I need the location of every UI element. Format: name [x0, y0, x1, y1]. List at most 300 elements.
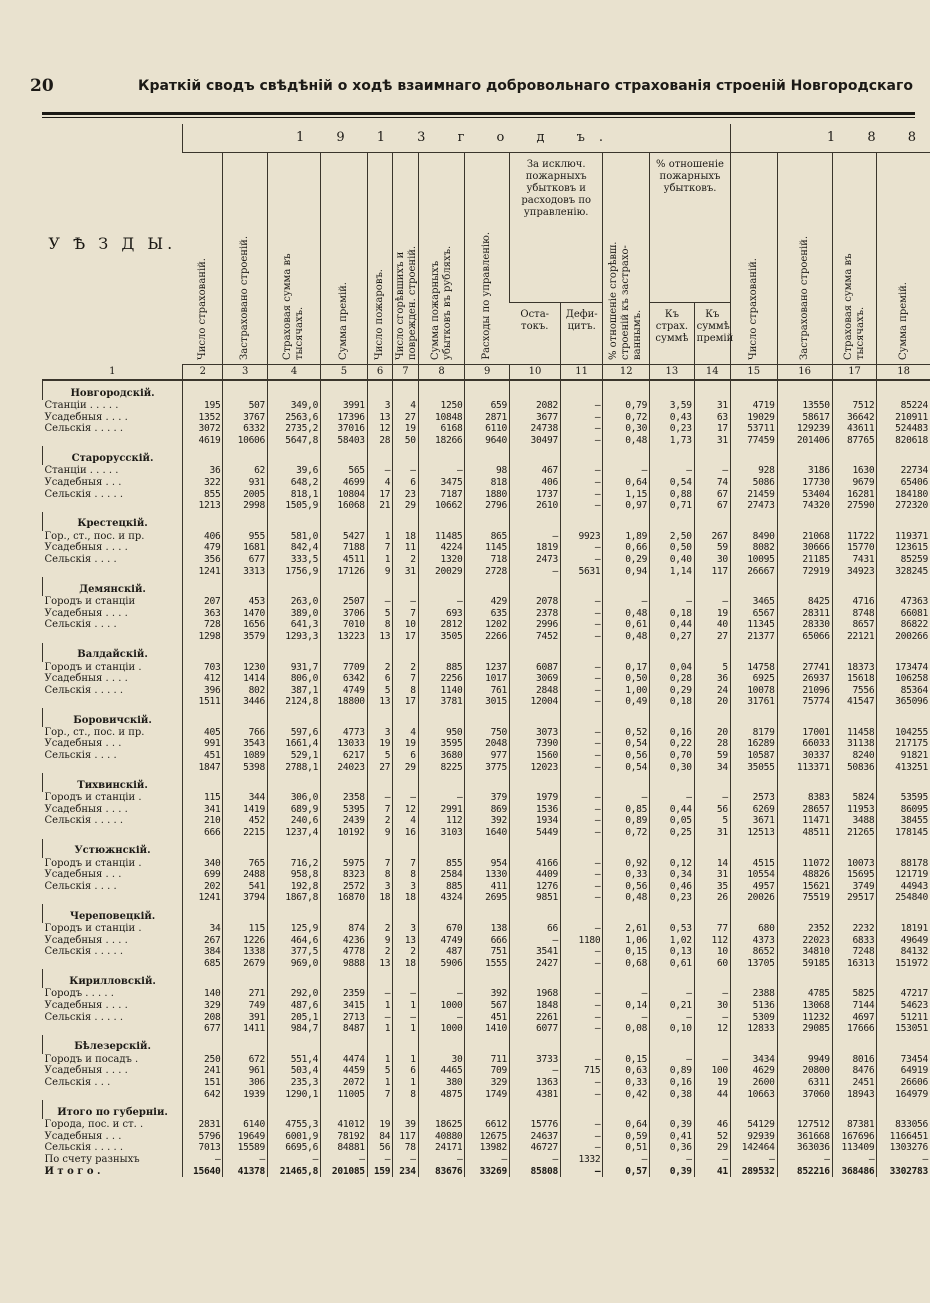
cell-col-11: —: [560, 815, 602, 827]
cell-col-13: 0,21: [650, 1000, 695, 1012]
empty-cell: [418, 512, 465, 531]
cell-col-6: 2: [367, 946, 392, 958]
section-name: Итого по губерніи.: [43, 1100, 183, 1119]
cell-col-18: 123615: [877, 542, 930, 554]
cell-col-7: —: [393, 1154, 418, 1166]
cell-col-6: 2: [367, 662, 392, 674]
cell-col-8: 3595: [418, 738, 465, 750]
cell-col-10: 3073: [510, 727, 561, 739]
cell-col-16: 127512: [777, 1119, 832, 1131]
cell-col-8: 885: [418, 662, 465, 674]
cell-col-9: 392: [465, 988, 510, 1000]
table-row: [43, 423, 930, 435]
page-number: 20: [30, 76, 54, 96]
cell-col-6: 13: [367, 958, 392, 970]
empty-cell: [183, 773, 223, 792]
empty-cell: [223, 512, 268, 531]
row-label: [43, 1023, 183, 1035]
row-label: Усадебныя . . . .: [44, 542, 128, 554]
cell-col-18: 1166451: [877, 1131, 930, 1143]
cell-col-6: 1: [367, 531, 392, 543]
cell-col-7: 78: [393, 1142, 418, 1154]
header-c18: Сумма премій.: [877, 153, 930, 365]
empty-cell: [832, 446, 877, 465]
empty-cell: [268, 643, 321, 662]
empty-cell: [465, 839, 510, 858]
cell-col-14: 44: [694, 1089, 730, 1101]
empty-cell: [603, 1100, 650, 1119]
cell-col-9: 567: [465, 1000, 510, 1012]
cell-col-4: 389,0: [268, 608, 321, 620]
cell-col-7: 19: [393, 738, 418, 750]
empty-cell: [777, 380, 832, 400]
cell-col-7: —: [393, 988, 418, 1000]
section-name: Тихвинскій.: [43, 773, 183, 792]
cell-col-10: —: [510, 1065, 561, 1077]
cell-col-7: 7: [393, 608, 418, 620]
cell-col-4: 240,6: [268, 815, 321, 827]
cell-col-11: —: [560, 762, 602, 774]
cell-col-12: 0,64: [603, 477, 650, 489]
cell-col-13: 0,89: [650, 1065, 695, 1077]
cell-col-3: 15589: [223, 1142, 268, 1154]
cell-col-18: 121719: [877, 869, 930, 881]
cell-col-11: —: [560, 619, 602, 631]
cell-col-3: 2215: [223, 827, 268, 839]
cell-col-12: 0,51: [603, 1142, 650, 1154]
empty-cell: [730, 643, 777, 662]
empty-cell: [560, 380, 602, 400]
column-number: 3: [223, 365, 268, 381]
cell-col-2: 329: [183, 1000, 223, 1012]
cell-col-15: 6567: [730, 608, 777, 620]
cell-col-15: 8179: [730, 727, 777, 739]
cell-col-9: 2266: [465, 631, 510, 643]
cell-col-12: 0,50: [603, 673, 650, 685]
cell-col-14: 77: [694, 923, 730, 935]
cell-col-6: 13: [367, 631, 392, 643]
cell-col-13: —: [650, 792, 695, 804]
cell-col-12: —: [603, 1012, 650, 1024]
empty-cell: [268, 1035, 321, 1054]
empty-cell: [730, 1035, 777, 1054]
cell-col-7: 2: [393, 946, 418, 958]
cell-col-15: 31761: [730, 696, 777, 708]
cell-col-6: 5: [367, 1065, 392, 1077]
cell-col-17: 11722: [832, 531, 877, 543]
cell-col-4: 529,1: [268, 750, 321, 762]
section-name: Демянскій.: [43, 577, 183, 596]
cell-col-8: 6168: [418, 423, 465, 435]
cell-col-8: 18625: [418, 1119, 465, 1131]
cell-col-15: 26667: [730, 566, 777, 578]
cell-col-9: 9640: [465, 435, 510, 447]
cell-col-7: 4: [393, 400, 418, 412]
cell-col-18: 44943: [877, 881, 930, 893]
row-label: Городъ и посадъ .: [44, 1053, 139, 1065]
empty-cell: [877, 1100, 930, 1119]
cell-col-15: 8652: [730, 946, 777, 958]
empty-cell: [418, 577, 465, 596]
cell-col-10: —: [510, 935, 561, 947]
cell-col-9: 1640: [465, 827, 510, 839]
cell-col-15: 10663: [730, 1089, 777, 1101]
empty-cell: [650, 512, 695, 531]
cell-col-3: 3767: [223, 412, 268, 424]
cell-col-9: 635: [465, 608, 510, 620]
table-row: [43, 619, 930, 631]
cell-col-17: 36642: [832, 412, 877, 424]
row-label: Усадебныя . . . .: [44, 999, 128, 1011]
cell-col-17: 167696: [832, 1131, 877, 1143]
section-name: Крестецкій.: [43, 512, 183, 531]
cell-col-9: 659: [465, 400, 510, 412]
cell-col-10: —: [510, 531, 561, 543]
cell-col-17: 7512: [832, 400, 877, 412]
cell-col-7: 27: [393, 412, 418, 424]
table-row: [43, 608, 930, 620]
cell-col-15: 92939: [730, 1131, 777, 1143]
cell-col-10: 2473: [510, 554, 561, 566]
column-number: 8: [418, 365, 465, 381]
header-c16: Застраховано строеній.: [777, 153, 832, 365]
cell-col-4: 2735,2: [268, 423, 321, 435]
cell-col-14: 26: [694, 892, 730, 904]
cell-col-8: 1000: [418, 1000, 465, 1012]
cell-col-3: 766: [223, 727, 268, 739]
table-row: [43, 815, 930, 827]
cell-col-10: 1819: [510, 542, 561, 554]
row-label: Сельскія . . . . .: [44, 1142, 124, 1154]
cell-col-8: —: [418, 1154, 465, 1166]
empty-cell: [418, 708, 465, 727]
table-row: [43, 946, 930, 958]
table-row: [43, 1131, 930, 1143]
cell-col-4: 984,7: [268, 1023, 321, 1035]
cell-col-17: —: [832, 1154, 877, 1166]
row-label: Усадебныя . . . .: [44, 803, 128, 815]
cell-col-15: 11345: [730, 619, 777, 631]
empty-cell: [393, 904, 418, 923]
column-number: 9: [465, 365, 510, 381]
cell-col-17: 15618: [832, 673, 877, 685]
section-heading-row: [43, 643, 930, 662]
empty-cell: [510, 643, 561, 662]
cell-col-16: 17001: [777, 727, 832, 739]
empty-cell: [223, 380, 268, 400]
cell-col-15: 10078: [730, 685, 777, 697]
empty-cell: [367, 577, 392, 596]
cell-col-14: 10: [694, 946, 730, 958]
cell-col-4: 349,0: [268, 400, 321, 412]
empty-cell: [321, 904, 368, 923]
cell-col-6: 3: [367, 727, 392, 739]
cell-col-3: 765: [223, 858, 268, 870]
empty-cell: [603, 446, 650, 465]
cell-col-13: 0,50: [650, 542, 695, 554]
cell-col-12: —: [603, 988, 650, 1000]
cell-col-9: 865: [465, 531, 510, 543]
cell-col-17: 16281: [832, 489, 877, 501]
cell-col-17: 34923: [832, 566, 877, 578]
cell-col-13: —: [650, 596, 695, 608]
empty-cell: [183, 904, 223, 923]
cell-col-11: —: [560, 423, 602, 435]
cell-col-16: 75519: [777, 892, 832, 904]
cell-col-3: 453: [223, 596, 268, 608]
cell-col-14: 34: [694, 762, 730, 774]
row-label: Усадебныя . . .: [44, 1130, 122, 1142]
cell-col-12: —: [603, 465, 650, 477]
table-row: [43, 727, 930, 739]
cell-col-4: 205,1: [268, 1012, 321, 1024]
cell-col-3: 3794: [223, 892, 268, 904]
cell-col-3: —: [223, 1154, 268, 1166]
cell-col-16: 4785: [777, 988, 832, 1000]
empty-cell: [832, 773, 877, 792]
row-label: Городъ и станціи .: [44, 661, 142, 673]
empty-cell: [832, 643, 877, 662]
empty-cell: [367, 708, 392, 727]
cell-col-4: 716,2: [268, 858, 321, 870]
cell-col-9: 2695: [465, 892, 510, 904]
cell-col-6: —: [367, 792, 392, 804]
cell-col-2: 1847: [183, 762, 223, 774]
cell-col-16: 28657: [777, 804, 832, 816]
header-c11: Дефи-цитъ.: [560, 303, 602, 365]
cell-col-3: 3543: [223, 738, 268, 750]
cell-col-13: 2,50: [650, 531, 695, 543]
cell-col-14: 36: [694, 673, 730, 685]
cell-col-3: 749: [223, 1000, 268, 1012]
cell-col-10: 2261: [510, 1012, 561, 1024]
row-label: Сельскія . . . .: [44, 619, 117, 631]
cell-col-6: 5: [367, 750, 392, 762]
cell-col-6: —: [367, 465, 392, 477]
empty-cell: [183, 969, 223, 988]
cell-col-10: 46727: [510, 1142, 561, 1154]
section-heading-row: [43, 380, 930, 400]
cell-col-10: 12023: [510, 762, 561, 774]
header-c4: Страховая сумма въ тысячахъ.: [268, 153, 321, 365]
cell-col-11: —: [560, 792, 602, 804]
empty-cell: [223, 969, 268, 988]
cell-col-15: 77459: [730, 435, 777, 447]
cell-col-12: 0,79: [603, 400, 650, 412]
row-label: Городъ и станціи .: [44, 792, 142, 804]
empty-cell: [418, 839, 465, 858]
empty-cell: [367, 380, 392, 400]
cell-col-16: 53404: [777, 489, 832, 501]
cell-col-10: 12004: [510, 696, 561, 708]
cell-col-15: 8082: [730, 542, 777, 554]
cell-col-12: 0,48: [603, 631, 650, 643]
cell-col-11: —: [560, 554, 602, 566]
row-label: [43, 500, 183, 512]
cell-col-5: 5395: [321, 804, 368, 816]
cell-col-10: 1848: [510, 1000, 561, 1012]
table-row: [43, 662, 930, 674]
cell-col-8: 885: [418, 881, 465, 893]
cell-col-15: 2600: [730, 1077, 777, 1089]
cell-col-2: 666: [183, 827, 223, 839]
empty-cell: [367, 1035, 392, 1054]
empty-cell: [321, 969, 368, 988]
cell-col-7: 4: [393, 815, 418, 827]
cell-col-14: —: [694, 1154, 730, 1166]
cell-col-9: 138: [465, 923, 510, 935]
cell-col-2: 341: [183, 804, 223, 816]
cell-col-9: 3775: [465, 762, 510, 774]
cell-col-5: 4511: [321, 554, 368, 566]
cell-col-4: 235,3: [268, 1077, 321, 1089]
header-c5: Сумма премій.: [321, 153, 368, 365]
cell-col-14: 52: [694, 1131, 730, 1143]
empty-cell: [321, 512, 368, 531]
cell-col-6: 7: [367, 542, 392, 554]
empty-cell: [603, 380, 650, 400]
empty-cell: [418, 1035, 465, 1054]
cell-col-3: 2488: [223, 869, 268, 881]
cell-col-5: 58403: [321, 435, 368, 447]
cell-col-8: 2256: [418, 673, 465, 685]
cell-col-9: 2728: [465, 566, 510, 578]
cell-col-6: 28: [367, 435, 392, 447]
empty-cell: [832, 577, 877, 596]
empty-cell: [268, 512, 321, 531]
empty-cell: [367, 773, 392, 792]
cell-col-12: 0,97: [603, 500, 650, 512]
cell-col-15: 5136: [730, 1000, 777, 1012]
cell-col-7: —: [393, 596, 418, 608]
cell-col-10: 1968: [510, 988, 561, 1000]
cell-col-13: 0,05: [650, 815, 695, 827]
cell-col-4: 192,8: [268, 881, 321, 893]
cell-col-5: 4778: [321, 946, 368, 958]
cell-col-8: 5906: [418, 958, 465, 970]
cell-col-17: 8748: [832, 608, 877, 620]
cell-col-11: —: [560, 696, 602, 708]
cell-col-12: 0,49: [603, 696, 650, 708]
empty-cell: [603, 577, 650, 596]
row-label: Сельскія . . . . .: [44, 946, 124, 958]
cell-col-6: 18: [367, 892, 392, 904]
table-body: [43, 380, 930, 1177]
cell-col-17: 113409: [832, 1142, 877, 1154]
cell-col-16: 22023: [777, 935, 832, 947]
cell-col-7: —: [393, 792, 418, 804]
cell-col-3: 931: [223, 477, 268, 489]
cell-col-7: 18: [393, 531, 418, 543]
cell-col-2: 699: [183, 869, 223, 881]
cell-col-16: 26937: [777, 673, 832, 685]
cell-col-15: 10554: [730, 869, 777, 881]
section-name: Кирилловскій.: [43, 969, 183, 988]
row-label: Усадебныя . . .: [44, 476, 122, 488]
cell-col-8: 1140: [418, 685, 465, 697]
cell-col-16: 852216: [777, 1166, 832, 1178]
column-number: 2: [183, 365, 223, 381]
cell-col-7: 18: [393, 892, 418, 904]
empty-cell: [510, 1035, 561, 1054]
row-label: Станціи . . . . .: [44, 400, 119, 411]
cell-col-16: 21185: [777, 554, 832, 566]
cell-col-13: 0,27: [650, 631, 695, 643]
empty-cell: [393, 839, 418, 858]
cell-col-17: 11458: [832, 727, 877, 739]
empty-cell: [321, 643, 368, 662]
cell-col-14: 17: [694, 423, 730, 435]
cell-col-4: 2788,1: [268, 762, 321, 774]
cell-col-4: 969,0: [268, 958, 321, 970]
cell-col-3: 344: [223, 792, 268, 804]
row-label: [43, 435, 183, 447]
cell-col-17: 31138: [832, 738, 877, 750]
cell-col-12: 1,06: [603, 935, 650, 947]
cell-col-16: 74320: [777, 500, 832, 512]
cell-col-10: 2378: [510, 608, 561, 620]
empty-cell: [694, 380, 730, 400]
cell-col-2: 855: [183, 489, 223, 501]
cell-col-9: 977: [465, 750, 510, 762]
row-label: [43, 566, 183, 578]
table-row: [43, 465, 930, 477]
empty-cell: [367, 1100, 392, 1119]
cell-col-13: 0,40: [650, 554, 695, 566]
empty-cell: [694, 839, 730, 858]
cell-col-15: 4957: [730, 881, 777, 893]
cell-col-9: 3015: [465, 696, 510, 708]
cell-col-9: 711: [465, 1054, 510, 1066]
cell-col-16: 361668: [777, 1131, 832, 1143]
row-label: Усадебныя . . . .: [44, 673, 128, 685]
cell-col-11: —: [560, 804, 602, 816]
cell-col-8: 3505: [418, 631, 465, 643]
table-row: [43, 412, 930, 424]
cell-col-4: 648,2: [268, 477, 321, 489]
cell-col-7: 19: [393, 423, 418, 435]
cell-col-15: 12513: [730, 827, 777, 839]
cell-col-8: 18266: [418, 435, 465, 447]
cell-col-14: 59: [694, 750, 730, 762]
cell-col-11: —: [560, 1012, 602, 1024]
cell-col-11: 715: [560, 1065, 602, 1077]
empty-cell: [418, 904, 465, 923]
cell-col-15: 2573: [730, 792, 777, 804]
cell-col-12: 0,85: [603, 804, 650, 816]
empty-cell: [650, 446, 695, 465]
cell-col-7: —: [393, 465, 418, 477]
cell-col-6: 17: [367, 489, 392, 501]
cell-col-14: 31: [694, 400, 730, 412]
subtotal-row: [43, 696, 930, 708]
cell-col-11: —: [560, 631, 602, 643]
cell-col-8: 1250: [418, 400, 465, 412]
cell-col-14: 35: [694, 881, 730, 893]
row-label: Гор., ст., пос. и пр.: [44, 726, 145, 738]
cell-col-2: 208: [183, 1012, 223, 1024]
cell-col-8: 380: [418, 1077, 465, 1089]
cell-col-12: —: [603, 1154, 650, 1166]
cell-col-16: 48826: [777, 869, 832, 881]
cell-col-2: 728: [183, 619, 223, 631]
cell-col-14: 14: [694, 858, 730, 870]
empty-cell: [367, 643, 392, 662]
cell-col-15: 2388: [730, 988, 777, 1000]
cell-col-2: 703: [183, 662, 223, 674]
cell-col-4: 333,5: [268, 554, 321, 566]
section-name: Бѣлезерскій.: [43, 1035, 183, 1054]
